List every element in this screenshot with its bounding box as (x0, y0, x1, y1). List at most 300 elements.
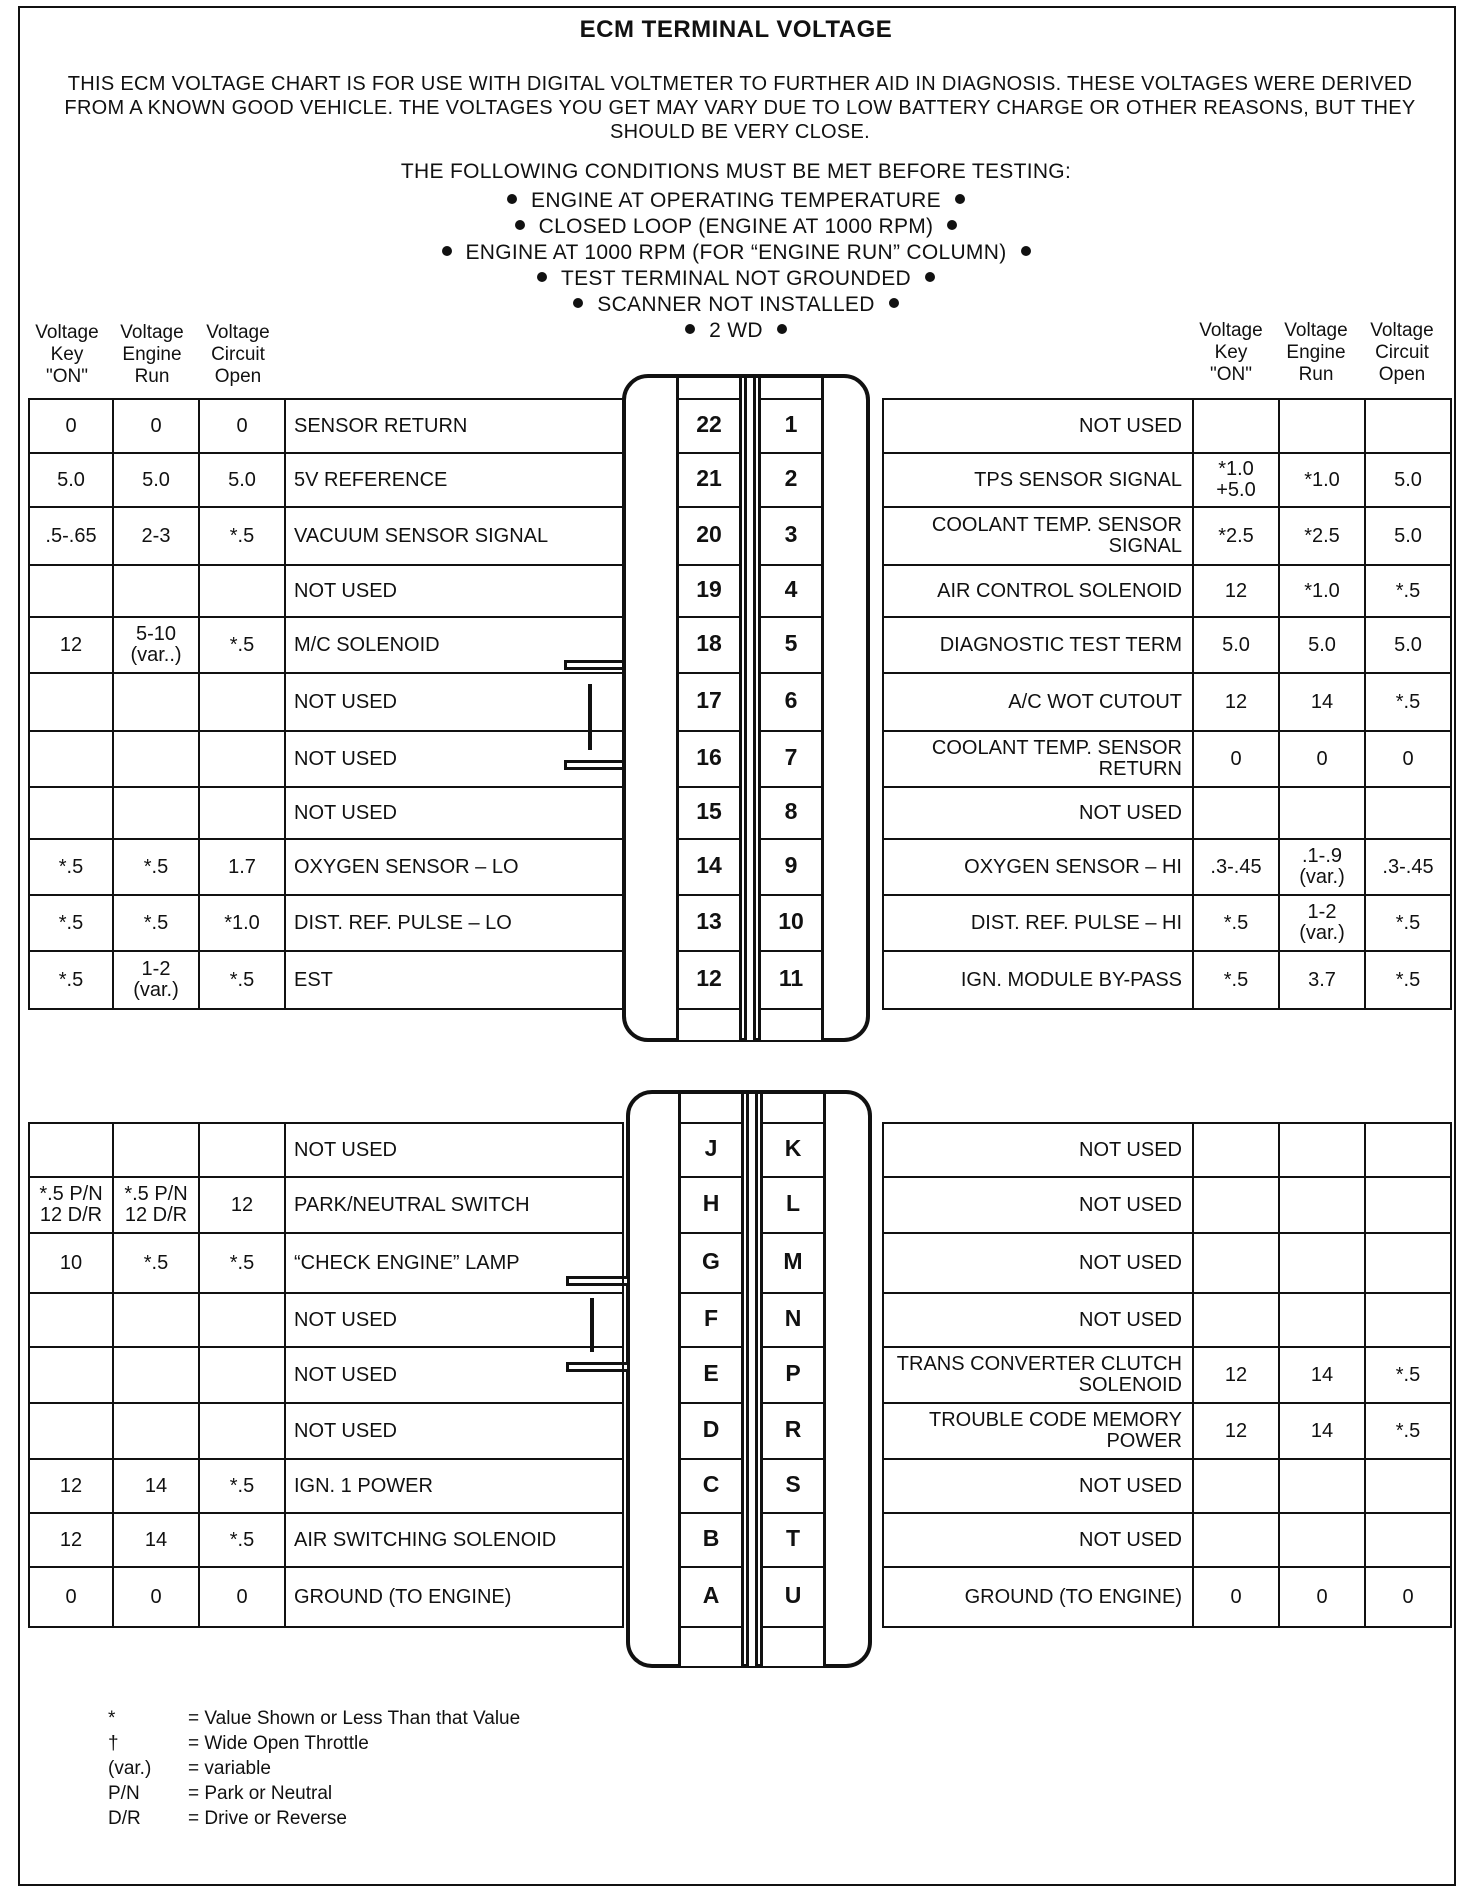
condition-item: TEST TERMINAL NOT GROUNDED (0, 266, 1472, 292)
pin-number: 5 (784, 630, 798, 656)
voltage-engine-run: 2-3 (113, 507, 199, 565)
pin-number: D (702, 1416, 720, 1442)
voltage-circuit-open: *.5 (1365, 895, 1451, 951)
voltage-engine-run (113, 1123, 199, 1177)
table-row (29, 895, 623, 951)
legend-item: D/R = Drive or Reverse (108, 1808, 347, 1829)
voltage-key-on (29, 565, 113, 617)
voltage-circuit-open (199, 731, 285, 787)
voltage-key-on: 5.0 (1193, 617, 1279, 673)
terminal-label: NOT USED (883, 787, 1193, 839)
terminal-label: IGN. MODULE BY-PASS (883, 951, 1193, 1009)
terminal-label: GROUND (TO ENGINE) (285, 1567, 623, 1627)
condition-item: CLOSED LOOP (ENGINE AT 1000 RPM) (0, 214, 1472, 240)
pin-divider (760, 1292, 826, 1294)
table-row (883, 617, 1451, 673)
pin-divider (676, 786, 742, 788)
table-row (29, 399, 623, 453)
pin-number: 14 (696, 852, 722, 878)
connector-bottom-divider (746, 1094, 758, 1666)
table-row (29, 453, 623, 507)
terminal-label: COOLANT TEMP. SENSOR RETURN (883, 731, 1193, 787)
voltage-engine-run: 14 (113, 1459, 199, 1513)
col-header-circuit-open-right: Voltage Circuit Open (1370, 320, 1434, 385)
voltage-engine-run (1279, 1459, 1365, 1513)
voltage-circuit-open: 0 (199, 399, 285, 453)
voltage-engine-run: *2.5 (1279, 507, 1365, 565)
voltage-engine-run: 0 (1279, 1567, 1365, 1627)
pin-divider (676, 1008, 742, 1010)
voltage-engine-run (113, 787, 199, 839)
terminal-label: NOT USED (883, 1177, 1193, 1233)
voltage-key-on: *.5 (29, 895, 113, 951)
terminal-label: TROUBLE CODE MEMORY POWER (883, 1403, 1193, 1459)
voltage-key-on: *.5 (29, 951, 113, 1009)
terminal-label: NOT USED (285, 1293, 623, 1347)
pin-number: 7 (784, 744, 798, 770)
voltage-key-on: *.5 (1193, 951, 1279, 1009)
bullet-icon (947, 220, 957, 230)
voltage-circuit-open: *1.0 (199, 895, 285, 951)
voltage-engine-run (1279, 1293, 1365, 1347)
terminal-label: IGN. 1 POWER (285, 1459, 623, 1513)
terminal-label: NOT USED (883, 1233, 1193, 1293)
table-row (883, 951, 1451, 1009)
pin-number: A (702, 1582, 720, 1608)
terminal-label: 5V REFERENCE (285, 453, 623, 507)
pin-divider (678, 1232, 744, 1234)
voltage-engine-run: *1.0 (1279, 565, 1365, 617)
voltage-circuit-open: 0 (1365, 731, 1451, 787)
pin-number: 8 (784, 798, 798, 824)
legend-item: P/N = Park or Neutral (108, 1783, 333, 1804)
page-title: ECM TERMINAL VOLTAGE (579, 16, 893, 43)
voltage-engine-run: 1-2 (var.) (1279, 895, 1365, 951)
table-row (29, 1293, 623, 1347)
table-row (29, 1233, 623, 1293)
table-row (883, 787, 1451, 839)
pin-divider (758, 894, 824, 896)
voltage-circuit-open (199, 1123, 285, 1177)
table-row (883, 453, 1451, 507)
terminal-label: AIR SWITCHING SOLENOID (285, 1513, 623, 1567)
voltage-key-on: 12 (1193, 1347, 1279, 1403)
pin-divider (676, 564, 742, 566)
bullet-icon (685, 324, 695, 334)
pin-number: 3 (784, 521, 798, 547)
bullet-icon (1021, 246, 1031, 256)
voltage-key-on (29, 1403, 113, 1459)
voltage-key-on: *.5 P/N 12 D/R (29, 1177, 113, 1233)
pin-divider (676, 616, 742, 618)
voltage-engine-run: 0 (113, 399, 199, 453)
voltage-circuit-open (1365, 787, 1451, 839)
pin-divider (678, 1458, 744, 1460)
pin-divider (760, 1176, 826, 1178)
bullet-icon (507, 194, 517, 204)
terminal-label: NOT USED (883, 1293, 1193, 1347)
terminal-label: NOT USED (285, 1123, 623, 1177)
voltage-key-on (29, 1293, 113, 1347)
table-row (883, 895, 1451, 951)
voltage-key-on (1193, 1293, 1279, 1347)
voltage-circuit-open (1365, 399, 1451, 453)
voltage-circuit-open: *.5 (1365, 951, 1451, 1009)
terminal-label: OXYGEN SENSOR – LO (285, 839, 623, 895)
voltage-circuit-open: *.5 (1365, 673, 1451, 731)
pin-number: 6 (784, 687, 798, 713)
pin-divider (758, 452, 824, 454)
pin-divider (678, 1292, 744, 1294)
voltage-engine-run (113, 673, 199, 731)
voltage-circuit-open (199, 1347, 285, 1403)
voltage-key-on (1193, 399, 1279, 453)
pin-divider (758, 616, 824, 618)
legend (108, 1706, 520, 1831)
voltage-key-on: 5.0 (29, 453, 113, 507)
col-header-key-on-left: Voltage Key "ON" (35, 322, 99, 387)
voltage-circuit-open (1365, 1177, 1451, 1233)
voltage-circuit-open (199, 565, 285, 617)
voltage-engine-run (1279, 399, 1365, 453)
pin-divider (678, 1626, 744, 1628)
table-row (883, 1513, 1451, 1567)
pin-number: P (785, 1360, 801, 1386)
pin-divider (678, 1346, 744, 1348)
pin-number: K (784, 1135, 802, 1161)
voltage-circuit-open (1365, 1123, 1451, 1177)
voltage-key-on (1193, 1513, 1279, 1567)
table-row (883, 1293, 1451, 1347)
table-row (29, 1459, 623, 1513)
voltage-key-on: 12 (1193, 1403, 1279, 1459)
terminal-label: NOT USED (285, 731, 623, 787)
pin-divider (758, 672, 824, 674)
legend-item: * = Value Shown or Less Than that Value (108, 1708, 521, 1729)
pin-number: C (702, 1471, 720, 1497)
voltage-circuit-open (1365, 1459, 1451, 1513)
pin-number: L (785, 1190, 801, 1216)
bullet-icon (442, 246, 452, 256)
voltage-key-on (29, 1347, 113, 1403)
pin-divider (758, 786, 824, 788)
voltage-circuit-open (199, 1293, 285, 1347)
voltage-engine-run: 1-2 (var.) (113, 951, 199, 1009)
pin-divider (676, 950, 742, 952)
table-row (29, 617, 623, 673)
pin-number: B (702, 1525, 720, 1551)
table-row (883, 673, 1451, 731)
voltage-engine-run (1279, 1513, 1365, 1567)
voltage-key-on: 12 (29, 1459, 113, 1513)
pin-number: 10 (778, 908, 804, 934)
voltage-key-on: *2.5 (1193, 507, 1279, 565)
table-row (29, 1513, 623, 1567)
voltage-circuit-open (199, 673, 285, 731)
col-header-engine-run-right: Voltage Engine Run (1284, 320, 1348, 385)
pin-divider (678, 1512, 744, 1514)
pin-divider (676, 452, 742, 454)
pin-number: 13 (696, 908, 722, 934)
pin-number: U (784, 1582, 802, 1608)
voltage-engine-run (1279, 787, 1365, 839)
voltage-key-on: 0 (1193, 731, 1279, 787)
pin-divider (678, 1402, 744, 1404)
voltage-engine-run: *.5 (113, 1233, 199, 1293)
bullet-icon (777, 324, 787, 334)
voltage-circuit-open: 0 (1365, 1567, 1451, 1627)
connector_bottom-right-table (882, 1122, 1452, 1628)
voltage-engine-run: *.5 P/N 12 D/R (113, 1177, 199, 1233)
connector_top-left-table (28, 398, 624, 1010)
voltage-circuit-open: 0 (199, 1567, 285, 1627)
connector-top-divider (744, 378, 756, 1040)
table-row (29, 1567, 623, 1627)
table-row (883, 1567, 1451, 1627)
voltage-key-on: 0 (1193, 1567, 1279, 1627)
table-row (29, 565, 623, 617)
voltage-engine-run (1279, 1123, 1365, 1177)
pin-divider (678, 1176, 744, 1178)
table-row (883, 1123, 1451, 1177)
pin-divider (758, 1008, 824, 1010)
connector_bottom-left-table (28, 1122, 624, 1628)
terminal-label: PARK/NEUTRAL SWITCH (285, 1177, 623, 1233)
pin-divider (758, 950, 824, 952)
terminal-label: NOT USED (883, 1123, 1193, 1177)
pin-divider (760, 1232, 826, 1234)
voltage-circuit-open: *.5 (199, 951, 285, 1009)
terminal-label: VACUUM SENSOR SIGNAL (285, 507, 623, 565)
table-row (883, 839, 1451, 895)
voltage-engine-run: 5.0 (1279, 617, 1365, 673)
voltage-engine-run: 14 (1279, 673, 1365, 731)
pin-divider (676, 398, 742, 400)
bullet-icon (537, 272, 547, 282)
voltage-circuit-open: *.5 (199, 1459, 285, 1513)
voltage-circuit-open: 5.0 (199, 453, 285, 507)
pin-number: 9 (784, 852, 798, 878)
pin-divider (760, 1458, 826, 1460)
voltage-engine-run (113, 1347, 199, 1403)
voltage-circuit-open (199, 1403, 285, 1459)
voltage-engine-run (1279, 1233, 1365, 1293)
col-header-circuit-open-left: Voltage Circuit Open (206, 322, 270, 387)
pin-number: 16 (696, 744, 722, 770)
table-row (29, 507, 623, 565)
col-header-key-on-right: Voltage Key "ON" (1199, 320, 1263, 385)
voltage-circuit-open: 1.7 (199, 839, 285, 895)
voltage-circuit-open (1365, 1233, 1451, 1293)
condition-item: SCANNER NOT INSTALLED (0, 292, 1472, 318)
voltage-circuit-open: 5.0 (1365, 617, 1451, 673)
pin-number: R (784, 1416, 802, 1442)
pin-number: 4 (784, 576, 798, 602)
table-row (883, 399, 1451, 453)
voltage-circuit-open: 5.0 (1365, 507, 1451, 565)
pin-divider (758, 730, 824, 732)
terminal-label: NOT USED (285, 1403, 623, 1459)
voltage-key-on: *.5 (29, 839, 113, 895)
condition-item: ENGINE AT 1000 RPM (FOR “ENGINE RUN” COLUMN) (0, 240, 1472, 266)
table-row (883, 507, 1451, 565)
voltage-engine-run: *.5 (113, 839, 199, 895)
pin-divider (676, 838, 742, 840)
table-row (883, 1233, 1451, 1293)
col-header-engine-run-left: Voltage Engine Run (120, 322, 184, 387)
pin-divider (760, 1346, 826, 1348)
voltage-circuit-open: *.5 (199, 1233, 285, 1293)
voltage-circuit-open (1365, 1293, 1451, 1347)
pin-number: F (703, 1305, 719, 1331)
condition-item: 2 WD (0, 318, 1472, 344)
pin-number: M (783, 1248, 803, 1274)
voltage-key-on: *1.0 +5.0 (1193, 453, 1279, 507)
terminal-label: DIAGNOSTIC TEST TERM (883, 617, 1193, 673)
pin-divider (678, 1566, 744, 1568)
terminal-label: TPS SENSOR SIGNAL (883, 453, 1193, 507)
pin-divider (676, 894, 742, 896)
voltage-key-on (1193, 1233, 1279, 1293)
pin-number: 1 (784, 411, 798, 437)
terminal-label: NOT USED (883, 399, 1193, 453)
table-row (883, 1459, 1451, 1513)
terminal-label: “CHECK ENGINE” LAMP (285, 1233, 623, 1293)
bullet-icon (889, 298, 899, 308)
voltage-key-on: .3-.45 (1193, 839, 1279, 895)
pin-number: 17 (696, 687, 722, 713)
table-row (29, 731, 623, 787)
voltage-circuit-open: 5.0 (1365, 453, 1451, 507)
table-row (29, 1347, 623, 1403)
voltage-engine-run: 14 (113, 1513, 199, 1567)
pin-number: G (702, 1248, 720, 1274)
pin-divider (760, 1626, 826, 1628)
terminal-label: SENSOR RETURN (285, 399, 623, 453)
table-row (29, 1403, 623, 1459)
pin-divider (758, 506, 824, 508)
table-row (29, 787, 623, 839)
bullet-icon (573, 298, 583, 308)
voltage-engine-run (1279, 1177, 1365, 1233)
voltage-key-on (29, 731, 113, 787)
bullet-icon (925, 272, 935, 282)
voltage-circuit-open (1365, 1513, 1451, 1567)
pin-divider (760, 1512, 826, 1514)
table-row (883, 1403, 1451, 1459)
voltage-circuit-open: *.5 (1365, 1403, 1451, 1459)
terminal-label: OXYGEN SENSOR – HI (883, 839, 1193, 895)
voltage-key-on: 12 (29, 617, 113, 673)
voltage-key-on (1193, 1123, 1279, 1177)
voltage-engine-run: 14 (1279, 1403, 1365, 1459)
pin-divider (760, 1122, 826, 1124)
table-row (883, 731, 1451, 787)
pin-number: S (785, 1471, 801, 1497)
voltage-engine-run: 3.7 (1279, 951, 1365, 1009)
voltage-key-on (29, 673, 113, 731)
terminal-label: AIR CONTROL SOLENOID (883, 565, 1193, 617)
pin-divider (676, 672, 742, 674)
pin-number: H (702, 1190, 720, 1216)
terminal-label: GROUND (TO ENGINE) (883, 1567, 1193, 1627)
terminal-label: NOT USED (285, 565, 623, 617)
voltage-key-on: 12 (29, 1513, 113, 1567)
voltage-circuit-open (199, 787, 285, 839)
pin-divider (678, 1122, 744, 1124)
table-row (883, 565, 1451, 617)
terminal-label: NOT USED (883, 1459, 1193, 1513)
pin-divider (760, 1402, 826, 1404)
table-row (29, 951, 623, 1009)
voltage-key-on: .5-.65 (29, 507, 113, 565)
terminal-label: EST (285, 951, 623, 1009)
terminal-label: NOT USED (883, 1513, 1193, 1567)
voltage-engine-run (113, 565, 199, 617)
terminal-label: NOT USED (285, 673, 623, 731)
connector_top-right-table (882, 398, 1452, 1010)
voltage-engine-run: 5.0 (113, 453, 199, 507)
voltage-key-on (1193, 1459, 1279, 1513)
table-row (29, 1177, 623, 1233)
pin-number: T (785, 1525, 801, 1551)
pin-divider (676, 730, 742, 732)
pin-number: N (784, 1305, 802, 1331)
pin-number: E (703, 1360, 719, 1386)
voltage-circuit-open: *.5 (1365, 565, 1451, 617)
voltage-engine-run: 0 (113, 1567, 199, 1627)
voltage-key-on: 0 (29, 399, 113, 453)
voltage-key-on (1193, 1177, 1279, 1233)
legend-item: (var.) = variable (108, 1758, 271, 1779)
voltage-key-on: *.5 (1193, 895, 1279, 951)
bullet-icon (955, 194, 965, 204)
table-row (883, 1347, 1451, 1403)
voltage-key-on: 10 (29, 1233, 113, 1293)
conditions-heading: THE FOLLOWING CONDITIONS MUST BE MET BEFORE TESTING: (400, 160, 1072, 183)
pin-number: 18 (696, 630, 722, 656)
terminal-label: NOT USED (285, 787, 623, 839)
terminal-label: A/C WOT CUTOUT (883, 673, 1193, 731)
voltage-engine-run: 14 (1279, 1347, 1365, 1403)
voltage-engine-run (113, 731, 199, 787)
terminal-label: TRANS CONVERTER CLUTCH SOLENOID (883, 1347, 1193, 1403)
voltage-key-on: 12 (1193, 565, 1279, 617)
table-row (29, 839, 623, 895)
voltage-key-on: 0 (29, 1567, 113, 1627)
pin-divider (758, 564, 824, 566)
voltage-key-on (29, 1123, 113, 1177)
terminal-label: DIST. REF. PULSE – LO (285, 895, 623, 951)
table-row (29, 1123, 623, 1177)
voltage-engine-run: .1-.9 (var.) (1279, 839, 1365, 895)
voltage-engine-run (113, 1403, 199, 1459)
voltage-circuit-open: *.5 (199, 617, 285, 673)
terminal-label: NOT USED (285, 1347, 623, 1403)
voltage-circuit-open: *.5 (199, 507, 285, 565)
voltage-engine-run: *1.0 (1279, 453, 1365, 507)
voltage-circuit-open: *.5 (199, 1513, 285, 1567)
pin-divider (758, 838, 824, 840)
voltage-engine-run: *.5 (113, 895, 199, 951)
voltage-key-on: 12 (1193, 673, 1279, 731)
voltage-engine-run: 0 (1279, 731, 1365, 787)
pin-number: 21 (696, 465, 722, 491)
voltage-key-on (29, 787, 113, 839)
pin-number: 20 (696, 521, 722, 547)
legend-item: † = Wide Open Throttle (108, 1733, 369, 1754)
pin-number: J (704, 1135, 718, 1161)
